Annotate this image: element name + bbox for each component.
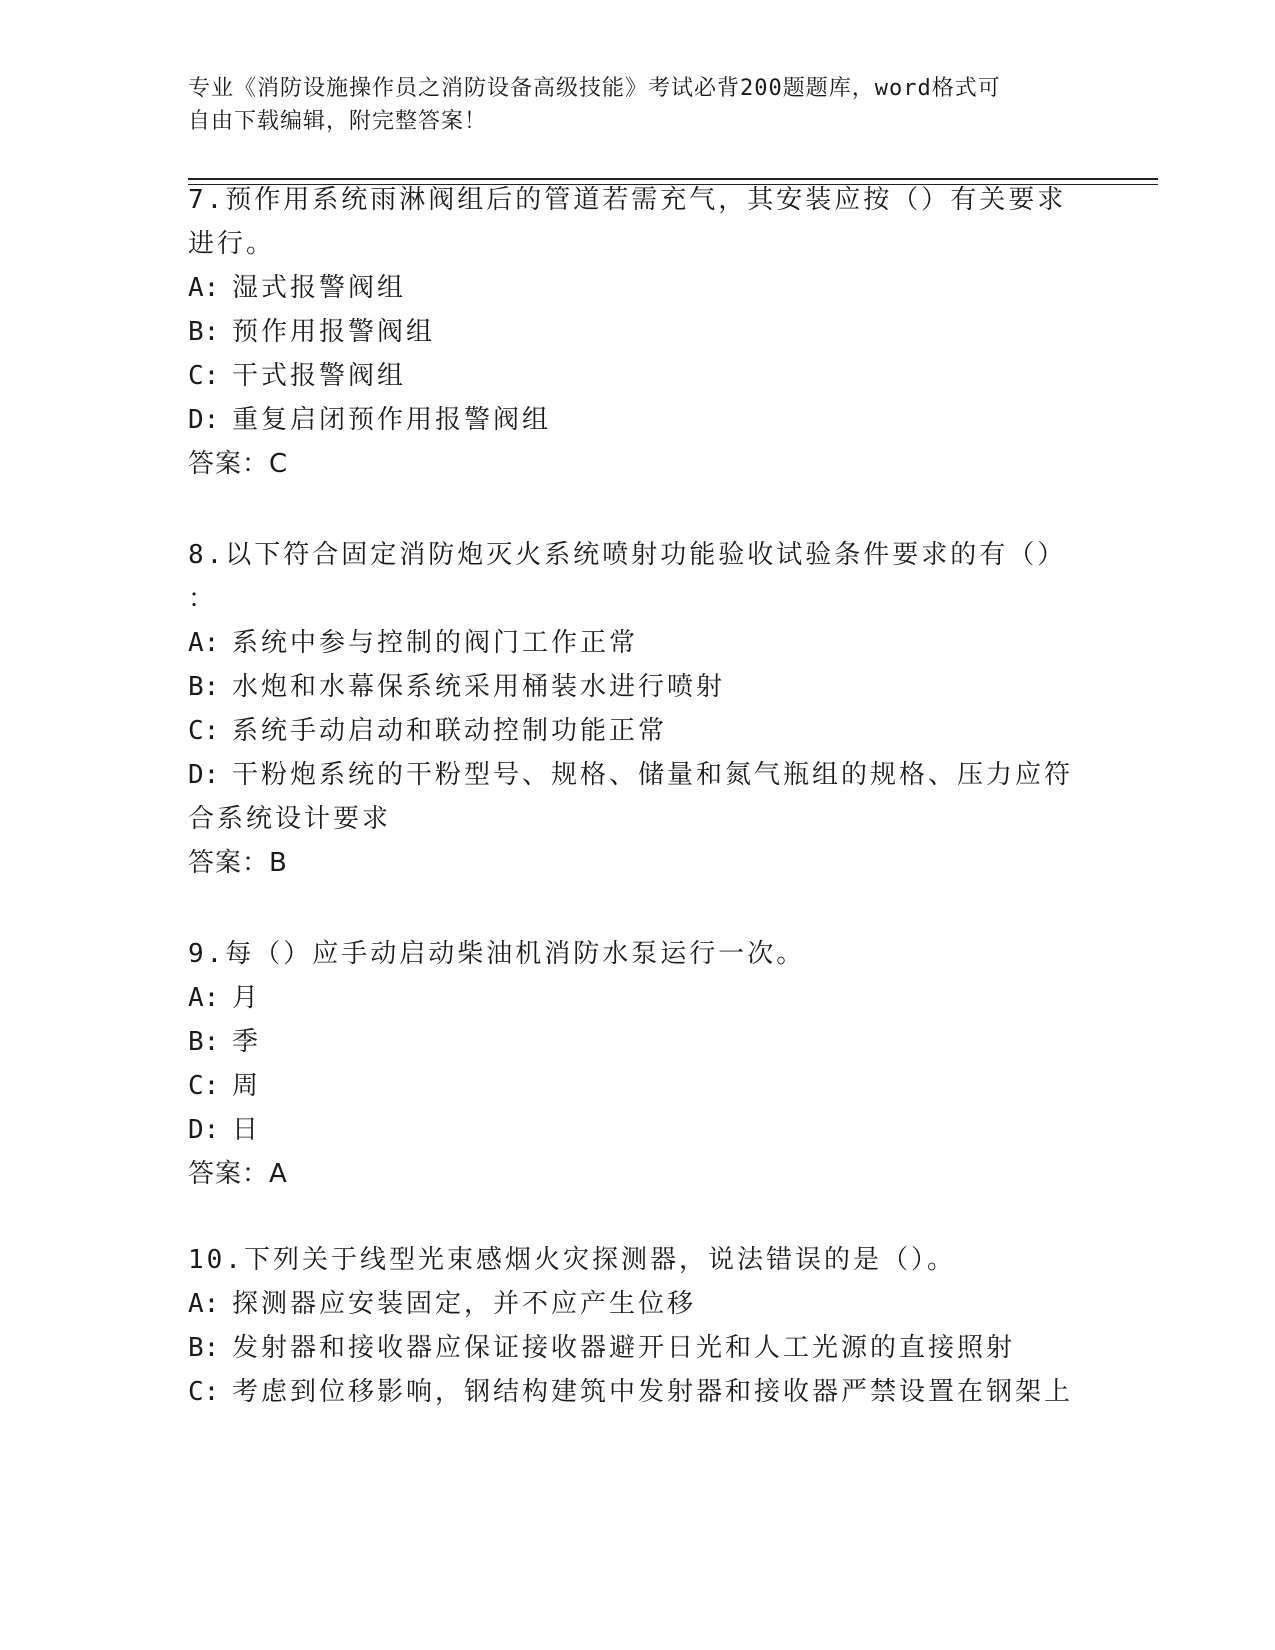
option-c <box>188 1066 261 1106</box>
option-letter: A: <box>188 983 220 1013</box>
document-header <box>188 72 1068 138</box>
option-text: 系统手动启动和联动控制功能正常 <box>232 716 668 746</box>
option-c <box>188 1372 1073 1412</box>
option-letter: D: <box>188 405 220 435</box>
option-letter: D: <box>188 760 220 790</box>
option-letter: B: <box>188 317 220 347</box>
option-letter: C: <box>188 1377 220 1407</box>
option-d <box>188 1110 261 1150</box>
option-letter: C: <box>188 716 220 746</box>
question-stem-continued: 进行。 <box>188 229 276 259</box>
option-text: 干式报警阀组 <box>232 361 407 391</box>
option-letter: B: <box>188 1333 220 1363</box>
question-stem: 10.下列关于线型光束感烟火灾探测器，说法错误的是（）。 <box>188 1245 956 1275</box>
option-a <box>188 978 261 1018</box>
option-text: 水炮和水幕保系统采用桶装水进行喷射 <box>232 672 726 702</box>
option-b <box>188 1022 261 1062</box>
option-text: 探测器应安装固定，并不应产生位移 <box>232 1289 697 1319</box>
option-text: 日 <box>232 1115 262 1145</box>
answer-line: 答案：C <box>188 449 289 479</box>
option-letter: C: <box>188 1071 220 1101</box>
option-c <box>188 711 667 751</box>
option-c <box>188 356 406 396</box>
option-a <box>188 623 638 663</box>
option-d <box>188 755 1073 795</box>
option-text: 季 <box>232 1027 262 1057</box>
option-a <box>188 1284 696 1324</box>
option-text: 系统中参与控制的阀门工作正常 <box>232 628 639 658</box>
option-letter: A: <box>188 1289 220 1319</box>
question-stem: 9.每（）应手动启动柴油机消防水泵运行一次。 <box>188 939 806 969</box>
option-a <box>188 268 406 308</box>
header-line-1: 专业《消防设施操作员之消防设备高级技能》考试必背200题题库，word格式可 <box>188 76 1001 101</box>
option-text: 预作用报警阀组 <box>232 317 436 347</box>
option-text: 重复启闭预作用报警阀组 <box>232 405 552 435</box>
question-stem: 7.预作用系统雨淋阀组后的管道若需充气，其安装应按（）有关要求 <box>188 185 1067 215</box>
answer-line: 答案：B <box>188 848 288 878</box>
option-letter: B: <box>188 672 220 702</box>
option-letter: B: <box>188 1027 220 1057</box>
header-line-2: 自由下载编辑，附完整答案！ <box>188 109 488 134</box>
answer-line: 答案：A <box>188 1159 288 1189</box>
option-letter: A: <box>188 273 220 303</box>
option-d <box>188 400 551 440</box>
question-stem: 8.以下符合固定消防炮灭火系统喷射功能验收试验条件要求的有（） <box>188 540 1067 570</box>
option-text: 干粉炮系统的干粉型号、规格、储量和氮气瓶组的规格、压力应符 <box>232 760 1074 790</box>
option-text: 月 <box>232 983 262 1013</box>
question-stem-continued: ： <box>188 584 218 614</box>
option-b <box>188 312 435 352</box>
option-b <box>188 667 725 707</box>
option-text: 湿式报警阀组 <box>232 273 407 303</box>
option-b <box>188 1328 1015 1368</box>
option-text: 考虑到位移影响，钢结构建筑中发射器和接收器严禁设置在钢架上 <box>232 1377 1074 1407</box>
option-d-continued: 合系统设计要求 <box>188 804 392 834</box>
option-letter: A: <box>188 628 220 658</box>
option-letter: D: <box>188 1115 220 1145</box>
option-letter: C: <box>188 361 220 391</box>
option-text: 发射器和接收器应保证接收器避开日光和人工光源的直接照射 <box>232 1333 1016 1363</box>
option-text: 周 <box>232 1071 262 1101</box>
